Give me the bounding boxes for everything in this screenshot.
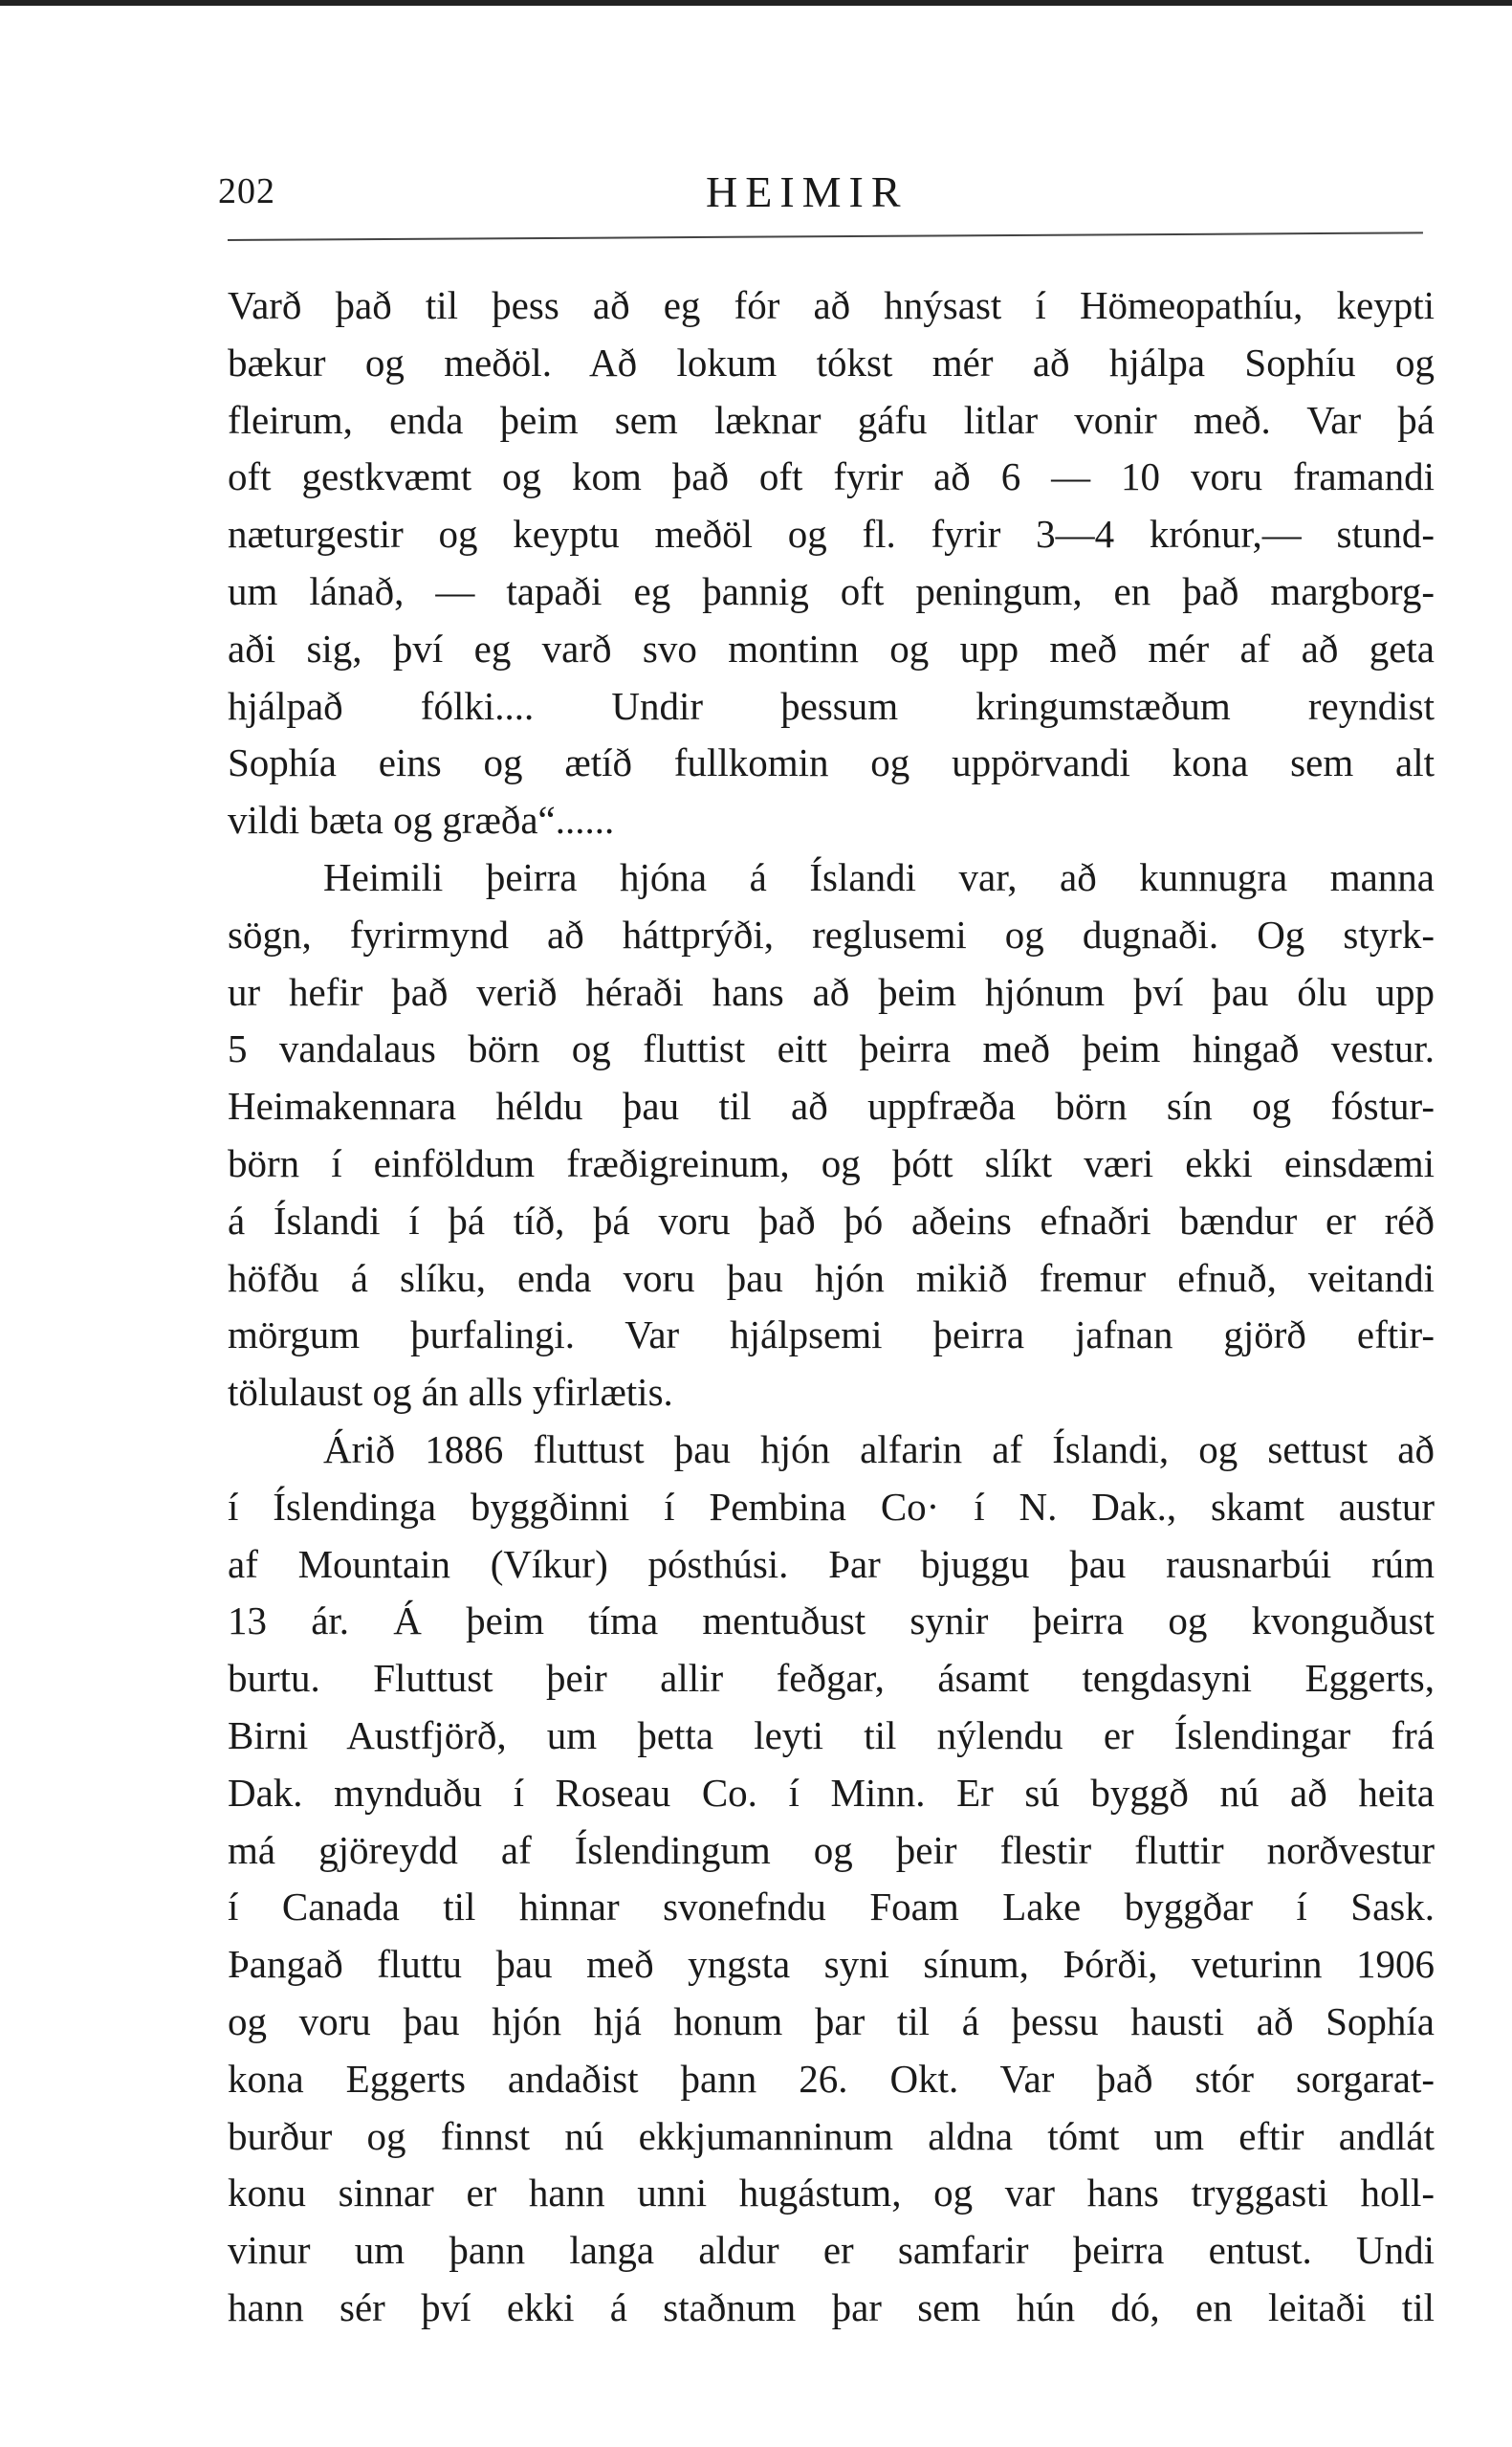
text-line: Dak. mynduðu í Roseau Co. í Minn. Er sú byggð nú að heita [228,1770,1435,1815]
text-line: næturgestir og keyptu meðöl og fl. fyrir 3—4 krónur,— stund- [228,512,1435,557]
text-line: tölulaust og án alls yfirlætis. [228,1370,673,1415]
text-line: aði sig, því eg varð svo montinn og upp með mér af að geta [228,626,1435,671]
text-line: Sophía eins og ætíð fullkomin og uppörvandi kona sem alt [228,740,1435,785]
text-line: bækur og meðöl. Að lokum tókst mér að hjálpa Sophíu og [228,340,1435,385]
text-line: og voru þau hjón hjá honum þar til á þessu hausti að Sophía [228,1998,1435,2043]
text-line: 13 ár. Á þeim tíma mentuðust synir þeirra og kvonguðust [228,1598,1435,1643]
paragraph-start-line: Árið 1886 fluttust þau hjón alfarin af Íslandi, og settust að [323,1426,1435,1471]
text-line: burður og finnst nú ekkjumanninum aldna tómt um eftir andlát [228,2113,1435,2158]
text-line: Heimakennara héldu þau til að uppfræða börn sín og fóstur- [228,1084,1435,1129]
text-line: vinur um þann langa aldur er samfarir þeirra entust. Undi [228,2228,1435,2273]
text-line: Þangað fluttu þau með yngsta syni sínum, Þórði, veturinn 1906 [228,1942,1435,1987]
text-line: í Íslendinga byggðinni í Pembina Co· í N. Dak., skamt austur [228,1484,1435,1529]
text-line: burtu. Fluttust þeir allir feðgar, ásamt tengdasyni Eggerts, [228,1656,1435,1701]
text-line: mörgum þurfalingi. Var hjálpsemi þeirra jafnan gjörð eftir- [228,1312,1435,1357]
paragraph-start-line: Heimili þeirra hjóna á Íslandi var, að kunnugra manna [323,854,1435,899]
page-header [218,167,1433,228]
text-line: má gjöreydd af Íslendingum og þeir flestir fluttir norðvestur [228,1827,1435,1872]
text-line: í Canada til hinnar svonefndu Foam Lake byggðar í Sask. [228,1885,1435,1929]
text-line: 5 vandalaus börn og fluttist eitt þeirra með þeim hingað vestur. [228,1026,1435,1071]
text-line: um lánað, — tapaði eg þannig oft peningum, en það margborg- [228,568,1435,613]
header-rule [228,231,1423,241]
text-line: Birni Austfjörð, um þetta leyti til nýlendu er Íslendingar frá [228,1712,1435,1757]
text-line: Varð það til þess að eg fór að hnýsast í Hömeopathíu, keypti [228,283,1435,327]
text-line: vildi bæta og græða“...... [228,798,615,843]
text-line: hann sér því ekki á staðnum þar sem hún dó, en leitaði til [228,2284,1435,2329]
text-line: höfðu á slíku, enda voru þau hjón mikið fremur efnuð, veitandi [228,1255,1435,1300]
text-line: á Íslandi í þá tíð, þá voru það þó aðeins efnaðri bændur er réð [228,1198,1435,1243]
text-line: kona Eggerts andaðist þann 26. Okt. Var það stór sorgarat- [228,2056,1435,2101]
text-line: börn í einföldum fræðigreinum, og þótt slíkt væri ekki einsdæmi [228,1140,1435,1185]
text-line: af Mountain (Víkur) pósthúsi. Þar bjuggu þau rausnarbúi rúm [228,1541,1435,1586]
body-text [228,277,1435,2337]
text-line: konu sinnar er hann unni hugástum, og var hans tryggasti holl- [228,2171,1435,2216]
text-line: hjálpað fólki.... Undir þessum kringumstæðum reyndist [228,683,1435,728]
text-line: sögn, fyrirmynd að háttprýði, reglusemi og dugnaði. Og styrk- [228,912,1435,957]
text-line: fleirum, enda þeim sem læknar gáfu litlar vonir með. Var þá [228,397,1435,442]
text-line: ur hefir það verið héraði hans að þeim hjónum því þau ólu upp [228,969,1435,1014]
running-title: HEIMIR [706,167,909,216]
page-number: 202 [218,171,275,211]
top-border-rule [0,0,1512,6]
text-line: oft gestkvæmt og kom það oft fyrir að 6 — 10 voru framandi [228,454,1435,499]
